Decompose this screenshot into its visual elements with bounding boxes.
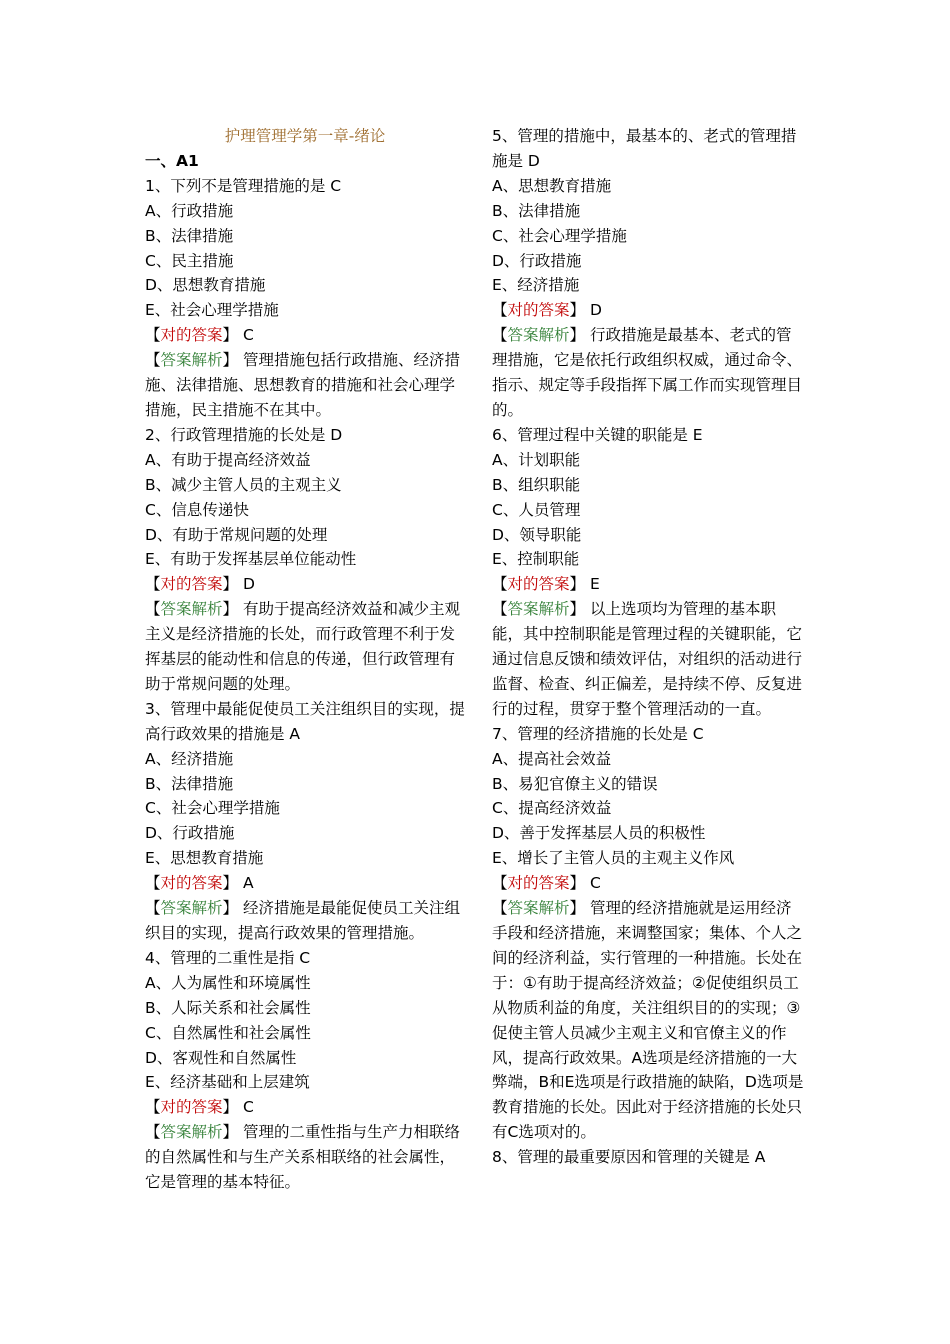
option-d: D、思想教育措施	[145, 276, 266, 295]
answer-line: 【对的答案】 A	[145, 874, 254, 893]
option-d: D、领导职能	[492, 525, 582, 544]
answer-line: 【对的答案】 C	[145, 1098, 254, 1117]
question-4	[145, 946, 465, 1195]
question-stem: 6、管理过程中关键的职能是 E	[492, 425, 703, 444]
option-a: A、经济措施	[145, 749, 234, 768]
option-e: E、社会心理学措施	[145, 301, 279, 320]
option-e: E、经济措施	[492, 276, 580, 295]
explanation-label: 答案解析	[160, 1123, 223, 1142]
option-e: E、控制职能	[492, 550, 580, 569]
option-d: D、善于发挥基层人员的积极性	[492, 824, 706, 843]
page-title: 护理管理学第一章-绪论	[224, 127, 386, 145]
answer-value: D	[589, 301, 602, 320]
explanation-line: 【答案解析】 有助于提高经济效益和减少主观主义是经济措施的长处，而行政管理不利于发挥基层的能动性和信息的传递，但行政管理有助于常规问题的处理。	[145, 600, 460, 693]
left-column	[145, 124, 465, 1195]
explanation-label: 答案解析	[160, 351, 223, 370]
option-c: C、信息传递快	[145, 500, 249, 519]
question-8	[492, 1145, 806, 1170]
option-e: E、经济基础和上层建筑	[145, 1073, 310, 1092]
answer-value: A	[242, 874, 254, 893]
option-b: B、法律措施	[145, 774, 234, 793]
explanation-line: 【答案解析】 行政措施是最基本、老式的管理措施，它是依托行政组织权威，通过命令、指示、规定等手段指挥下属工作而实现管理目的。	[492, 326, 803, 419]
explanation-label: 答案解析	[507, 600, 570, 619]
question-5	[492, 124, 806, 423]
option-d: D、有助于常规问题的处理	[145, 525, 328, 544]
option-c: C、民主措施	[145, 251, 234, 270]
answer-value: D	[242, 575, 255, 594]
explanation-line: 【答案解析】 管理的经济措施就是运用经济手段和经济措施，来调整国家；集体、个人之间的经济利益，实行管理的一种措施。长处在于：①有助于提高经济效益；②促使组织员工从物质利益的角度，关注组织目的的实现；③促使主管人员减少主观主义和官僚主义的作风，提高行政效果。A选项是经济措施的一大弊端，B和E选项是行政措施的缺陷，D选项是教育措施的长处。因此对于经济措施的长处只有C选项对的。	[492, 899, 804, 1142]
option-b: B、易犯官僚主义的错误	[492, 774, 658, 793]
option-a: A、提高社会效益	[492, 749, 612, 768]
right-column	[492, 124, 806, 1170]
question-3	[145, 697, 465, 946]
explanation-label: 答案解析	[507, 899, 570, 918]
answer-label: 对的答案	[160, 874, 223, 893]
answer-line: 【对的答案】 D	[145, 575, 255, 594]
option-a: A、行政措施	[145, 201, 234, 220]
option-c: C、社会心理学措施	[492, 226, 627, 245]
question-stem: 3、管理中最能促使员工关注组织目的实现，提高行政效果的措施是 A	[145, 699, 465, 743]
option-e: E、思想教育措施	[145, 849, 264, 868]
explanation-line: 【答案解析】 以上选项均为管理的基本职能，其中控制职能是管理过程的关键职能，它通过信息反馈和绩效评估，对组织的活动进行监督、检查、纠正偏差，是持续不停、反复进行的过程，贯穿于整个管理活动的一直。	[492, 600, 803, 718]
answer-value: C	[589, 874, 601, 893]
option-c: C、人员管理	[492, 500, 581, 519]
answer-line: 【对的答案】 E	[492, 575, 600, 594]
answer-label: 对的答案	[507, 301, 570, 320]
question-stem: 2、行政管理措施的长处是 D	[145, 425, 343, 444]
question-2	[145, 423, 465, 697]
answer-label: 对的答案	[507, 575, 570, 594]
option-b: B、人际关系和社会属性	[145, 998, 311, 1017]
question-stem: 1、下列不是管理措施的是 C	[145, 176, 342, 195]
option-c: C、社会心理学措施	[145, 799, 280, 818]
question-1	[145, 174, 465, 423]
explanation-label: 答案解析	[160, 600, 223, 619]
option-b: B、法律措施	[145, 226, 234, 245]
option-c: C、提高经济效益	[492, 799, 612, 818]
question-stem: 8、管理的最重要原因和管理的关键是 A	[492, 1148, 766, 1167]
option-e: E、增长了主管人员的主观主义作风	[492, 849, 735, 868]
option-c: C、自然属性和社会属性	[145, 1023, 311, 1042]
section-heading: 一、A1	[145, 151, 199, 170]
answer-line: 【对的答案】 C	[145, 326, 254, 345]
answer-label: 对的答案	[160, 1098, 223, 1117]
answer-label: 对的答案	[160, 326, 223, 345]
option-d: D、客观性和自然属性	[145, 1048, 297, 1067]
question-stem: 5、管理的措施中，最基本的、老式的管理措施是 D	[492, 127, 797, 170]
explanation-line: 【答案解析】 管理措施包括行政措施、经济措施、法律措施、思想教育的措施和社会心理学措施，民主措施不在其中。	[145, 351, 460, 419]
explanation-text: 以上选项均为管理的基本职能，其中控制职能是管理过程的关键职能，它通过信息反馈和绩效评估，对组织的活动进行监督、检查、纠正偏差，是持续不停、反复进行的过程，贯穿于整个管理活动的一直。	[492, 600, 803, 718]
option-a: A、有助于提高经济效益	[145, 450, 311, 469]
explanation-label: 答案解析	[507, 326, 570, 345]
explanation-text: 管理的经济措施就是运用经济手段和经济措施，来调整国家；集体、个人之间的经济利益，实行管理的一种措施。长处在于：①有助于提高经济效益；②促使组织员工从物质利益的角度，关注组织目的的实现；③促使主管人员减少主观主义和官僚主义的作风，提高行政效果。A选项是经济措施的一大弊端，B和E选项是行政措施的缺陷，D选项是教育措施的长处。因此对于经济措施的长处只有C选项对的。	[492, 899, 804, 1142]
explanation-text: 行政措施是最基本、老式的管理措施，它是依托行政组织权威，通过命令、指示、规定等手段指挥下属工作而实现管理目的。	[492, 326, 803, 419]
question-stem: 7、管理的经济措施的长处是 C	[492, 724, 704, 743]
option-d: D、行政措施	[145, 824, 235, 843]
option-e: E、有助于发挥基层单位能动性	[145, 550, 357, 569]
answer-label: 对的答案	[507, 874, 570, 893]
explanation-text: 经济措施是最能促使员工关注组织目的实现，提高行政效果的管理措施。	[145, 899, 460, 942]
explanation-text: 有助于提高经济效益和减少主观主义是经济措施的长处，而行政管理不利于发挥基层的能动性和信息的传递，但行政管理有助于常规问题的处理。	[145, 600, 460, 693]
answer-value: C	[242, 326, 254, 345]
explanation-text: 管理的二重性指与生产力相联络的自然属性和与生产关系相联络的社会属性，它是管理的基本特征。	[145, 1123, 460, 1192]
answer-value: E	[589, 575, 600, 594]
question-6	[492, 423, 806, 722]
option-a: A、人为属性和环境属性	[145, 973, 311, 992]
explanation-label: 答案解析	[160, 899, 223, 918]
option-b: B、减少主管人员的主观主义	[145, 475, 342, 494]
option-a: A、计划职能	[492, 450, 581, 469]
option-b: B、法律措施	[492, 201, 581, 220]
question-7	[492, 722, 806, 1145]
explanation-line: 【答案解析】 管理的二重性指与生产力相联络的自然属性和与生产关系相联络的社会属性，它是管理的基本特征。	[145, 1123, 460, 1192]
option-d: D、行政措施	[492, 251, 582, 270]
answer-line: 【对的答案】 C	[492, 874, 601, 893]
answer-value: C	[242, 1098, 254, 1117]
option-b: B、组织职能	[492, 475, 581, 494]
answer-line: 【对的答案】 D	[492, 301, 602, 320]
explanation-text: 管理措施包括行政措施、经济措施、法律措施、思想教育的措施和社会心理学措施，民主措施不在其中。	[145, 351, 460, 419]
explanation-line: 【答案解析】 经济措施是最能促使员工关注组织目的实现，提高行政效果的管理措施。	[145, 899, 460, 942]
answer-label: 对的答案	[160, 575, 223, 594]
option-a: A、思想教育措施	[492, 176, 612, 195]
question-stem: 4、管理的二重性是指 C	[145, 948, 311, 967]
